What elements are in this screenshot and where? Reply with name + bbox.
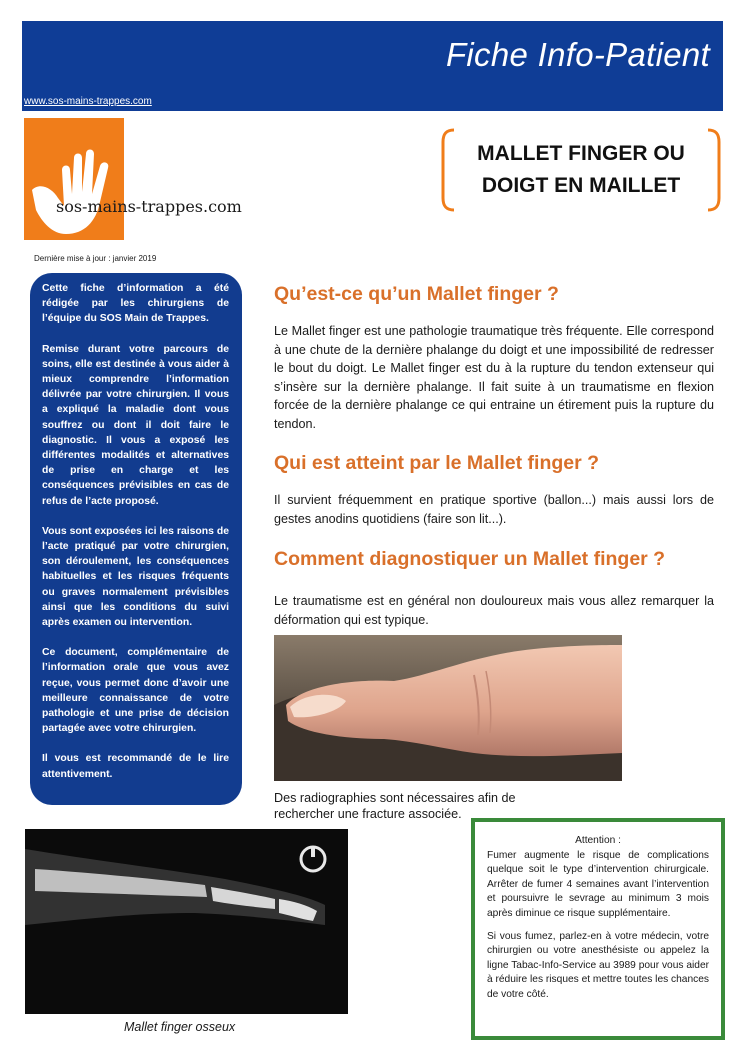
finger-photo bbox=[274, 635, 622, 781]
hand-logo-icon bbox=[24, 118, 234, 240]
attention-paragraph-1: Fumer augmente le risque de complications quelque soit le type d’intervention chirurgicale. Arrêter de fumer 4 semaines avant l’intervention et poursuivre le sevrage au minimum 3 mois après diminue ce risque supplémentaire. bbox=[487, 849, 709, 919]
sidebar-paragraph: Ce document, complémentaire de l’information orale que vous avez reçue, vous permet donc d’avoir une meilleure connaissance de votre pathologie et une prise de décision partagée avec votre chirurgien. bbox=[42, 647, 229, 735]
section-text-what: Le Mallet finger est une pathologie traumatique très fréquente. Elle correspond à une chute de la dernière phalange du doigt et une impossibilité de redresser le bout du doigt. Le Mallet finger est du à la rupture du tendon extenseur qui s’insère sur la dernière phalange. Il fait suite à un traumatisme en flexion forcée de la dernière phalange ce qui entraine un étirement puis la rupture du tendon. bbox=[274, 324, 714, 431]
logo bbox=[24, 118, 234, 240]
document-title-line1: MALLET FINGER OU bbox=[477, 142, 685, 165]
document-title bbox=[440, 138, 722, 202]
section-text-diagnosis: Le traumatisme est en général non douloureux mais vous allez remarquer la déformation qui est typique. bbox=[274, 594, 714, 627]
document-title-line2: DOIGT EN MAILLET bbox=[481, 174, 681, 197]
xray-image bbox=[25, 829, 348, 1014]
sidebar-paragraph: Il vous est recommandé de le lire attentivement. bbox=[42, 753, 229, 780]
section-text-who: Il survient fréquemment en pratique sportive (ballon...) mais aussi lors de gestes anodins quotidiens (faire son lit...). bbox=[274, 493, 714, 526]
website-link[interactable]: www.sos-mains-trappes.com bbox=[24, 96, 152, 107]
document-title-box bbox=[440, 128, 722, 212]
section-heading-what: Qu’est-ce qu’un Mallet finger ? bbox=[274, 283, 559, 305]
sidebar-paragraph: Vous sont exposées ici les raisons de l’acte pratiqué par votre chirurgien, son déroulement, les conséquences habituelles et les risques fréquents ou graves normalement prévisibles ainsi que les conditions du suivi après examen ou intervention. bbox=[42, 525, 229, 629]
logo-text: sos-mains-trappes.com bbox=[56, 197, 242, 216]
sidebar-paragraph: Cette fiche d’information a été rédigée par les chirurgiens de l’équipe du SOS Main de Trappes. bbox=[42, 283, 229, 325]
xray-caption: Mallet finger osseux bbox=[124, 1020, 236, 1034]
xray-finger-icon bbox=[25, 829, 348, 1014]
attention-box bbox=[471, 818, 725, 1040]
section-heading-who: Qui est atteint par le Mallet finger ? bbox=[274, 452, 600, 474]
sidebar-paragraph: Remise durant votre parcours de soins, elle est destinée à vous aider à mieux comprendre l’information délivrée par votre chirurgien. Il vous a expliqué la maladie dont vous souffrez ou dont il doit faire le diagnostic. Il vous a exposé les différentes modalités et alternatives de prise en charge et les conséquences prévisibles en cas de refus de l’acte proposé. bbox=[42, 343, 229, 507]
update-date: Dernière mise à jour : janvier 2019 bbox=[34, 254, 157, 263]
attention-paragraph-2: Si vous fumez, parlez-en à votre médecin, votre chirurgien ou votre anesthésiste ou appelez la ligne Tabac-Info-Service au 3989 pour vous aider à réduire les risques et mettre toutes les chances de votre côté. bbox=[487, 930, 709, 1000]
page-title: Fiche Info-Patient bbox=[445, 36, 710, 73]
mallet-finger-photo-icon bbox=[274, 635, 622, 781]
attention-title: Attention : bbox=[575, 835, 621, 846]
section-heading-diagnosis: Comment diagnostiquer un Mallet finger ? bbox=[274, 548, 666, 570]
info-sidebar bbox=[30, 273, 242, 805]
xray-note: Des radiographies sont nécessaires afin de rechercher une fracture associée. bbox=[274, 791, 516, 821]
